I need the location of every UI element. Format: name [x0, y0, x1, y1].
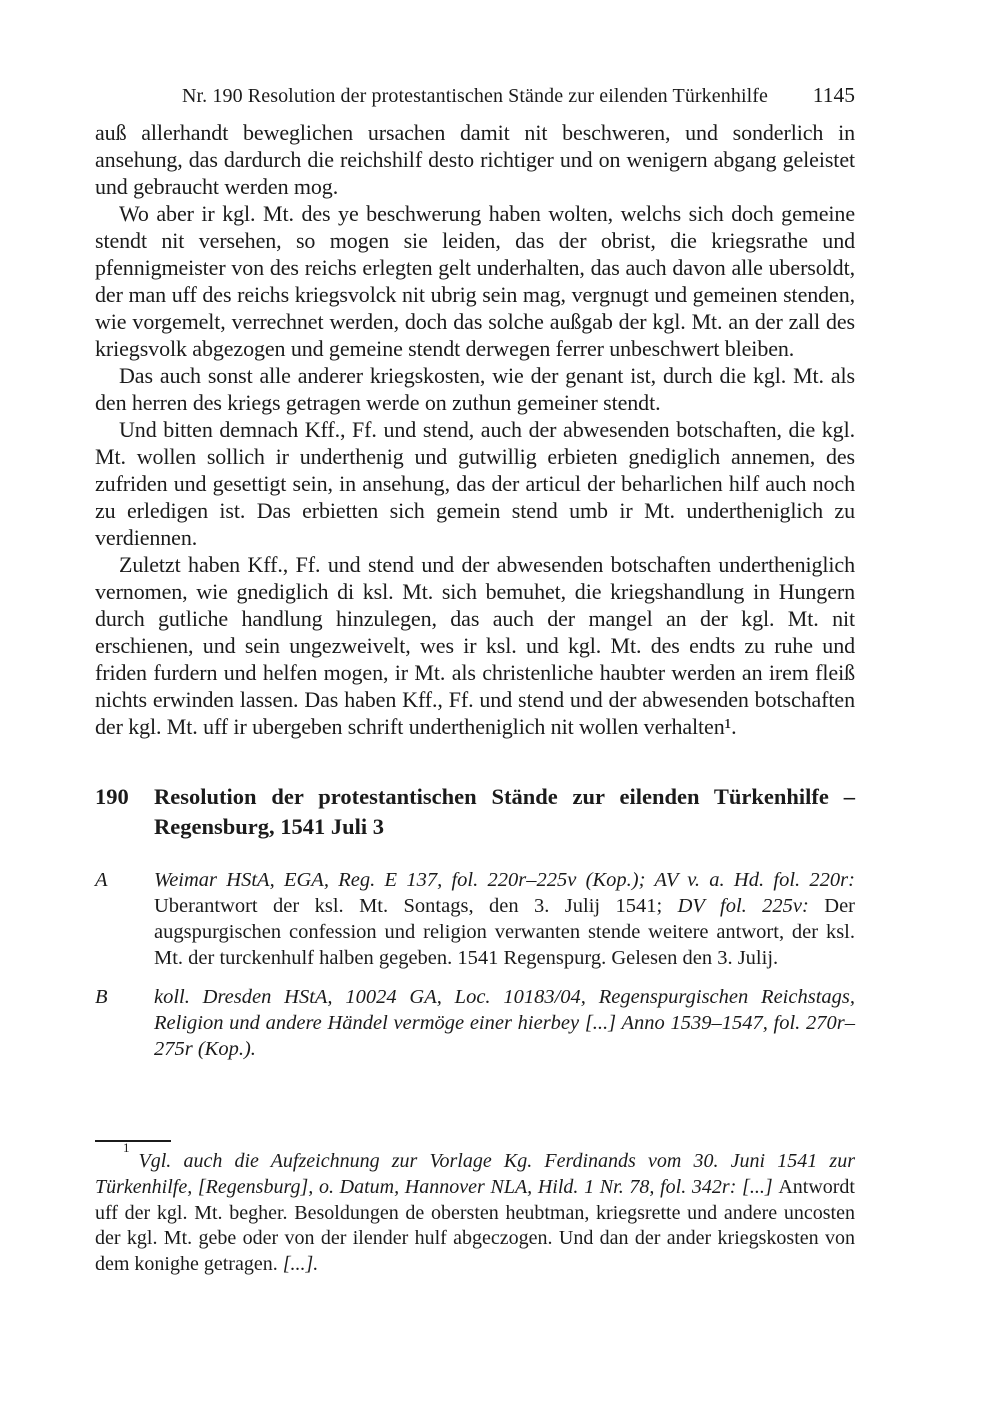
footnote-area	[95, 1140, 855, 1278]
paragraph: Zuletzt haben Kff., Ff. und stend und der abwesenden botschaften undertheniglich vernomen, wie gnediglich di ksl. Mt. sich bemuhet, die kriegshandlung in Hungern durch gutliche handlung hinzulegen, das auch der mangel an der kgl. Mt. nit erschienen, und sein ungezweivelt, wes ir ksl. und kgl. Mt. des endts zu ruhe und friden furdern und helfen mogen, ir Mt. als christenliche haubter werden an irem fleiß nichts erwinden lassen. Das haben Kff., Ff. und stend und der abwesenden botschaften der kgl. Mt. uff ir ubergeben schrift undertheniglich nit wollen verhalten¹.	[95, 552, 855, 739]
archive-note: Uberantwort der ksl. Mt. Sontags, den 3. Julij 1541;	[154, 895, 678, 917]
paragraph: Wo aber ir kgl. Mt. des ye beschwerung haben wolten, welchs sich doch gemeine stendt nit versehen, so mogen sie leiden, das der obrist, die kriegsrathe und pfennigmeister von des reichs erlegten gelt underhalten, das auch davon alle ubersoldt, der man uff des reichs kriegsvolck nit ubrig sein mag, vergnugt und gemeinen stenden, wie vorgemelt, verrechnet werden, doch das solche außgab der kgl. Mt. an der zall des kriegsvolk abgezogen und gemeine stendt derwegen ferrer unbeschwert bleiben.	[95, 201, 855, 361]
running-header	[95, 84, 855, 110]
running-title: Nr. 190 Resolution der protestantischen Stände zur eilenden Türkenhilfe	[181, 85, 769, 107]
entry-number: 190	[95, 784, 129, 809]
entry-heading	[95, 782, 855, 841]
entry-title: Resolution der protestantischen Stände zur eilenden Türkenhilfe – Regensburg, 1541 Juli 3	[154, 784, 855, 839]
witness-row-a	[95, 867, 855, 971]
witness-description-b	[154, 984, 855, 1062]
paragraph: Und bitten demnach Kff., Ff. und stend, auch der abwesenden botschaften, die kgl. Mt. wollen sollich ir underthenig und gutwillig erbieten gnediglich annemen, des zufriden und gesettigt sein, in ansehung, das der articul der beharlichen hilf auch noch zu erledigen ist. Das erbietten sich gemein stend umb ir Mt. undertheniglich zu verdiennen.	[95, 417, 855, 550]
archive-reference: koll. Dresden HStA, 10024 GA, Loc. 10183/04, Regenspurgischen Reichstags, Religion und andere Händel vermöge einer hierbey [...] Anno 1539–1547, fol. 270r–275r (Kop.).	[154, 986, 855, 1060]
footnote-quotation: Antwordt uff der kgl. Mt. begher. Besoldungen de obersten heubtman, kriegsrette und andere uncosten der kgl. Mt. gebe oder von der ilender hulf abgeczogen. Und dan der ander kriegskosten von dem konighe getragen.	[95, 1175, 855, 1276]
footnote-editorial-ellipsis: [...].	[282, 1253, 319, 1276]
witness-letter-b: B	[95, 986, 108, 1008]
footnote-editorial-text: Vgl. auch die Aufzeichnung zur Vorlage Kg. Ferdinands vom 30. Juni 1541 zur Türkenhilfe, [Regensburg], o. Datum, Hannover NLA, Hild. 1 Nr. 78, fol. 342r: [...]	[95, 1150, 855, 1198]
page-number: 1145	[812, 83, 855, 107]
witness-list	[95, 867, 855, 1062]
footnote-separator	[95, 1140, 171, 1142]
witness-description-a	[154, 867, 855, 971]
witness-letter-a: A	[95, 869, 108, 891]
archive-reference: DV fol. 225v:	[677, 895, 825, 917]
witness-row-b	[95, 984, 855, 1062]
footnote-marker: 1	[123, 1140, 130, 1156]
main-text	[95, 119, 855, 740]
archive-reference: Weimar HStA, EGA, Reg. E 137, fol. 220r–225v (Kop.); AV v. a. Hd. fol. 220r:	[154, 869, 855, 891]
paragraph: Das auch sonst alle anderer kriegskosten, wie der genant ist, durch die kgl. Mt. als den herren des kriegs getragen werde on zuthun gemeiner stendt.	[95, 363, 855, 415]
archive-note: Der augspurgischen confession und religion verwanten stende weitere antwort, der ksl. Mt. der turckenhulf halben gegeben. 1541 Regenspurg. Gelesen den 3. Julij.	[154, 895, 855, 969]
paragraph-continuation: auß allerhandt beweglichen ursachen damit nit beschweren, und sonderlich in ansehung, das dardurch die reichshilf desto richtiger und on wenigern abgang geleistet und gebraucht werden mog.	[95, 120, 855, 199]
footnote	[95, 1140, 855, 1278]
